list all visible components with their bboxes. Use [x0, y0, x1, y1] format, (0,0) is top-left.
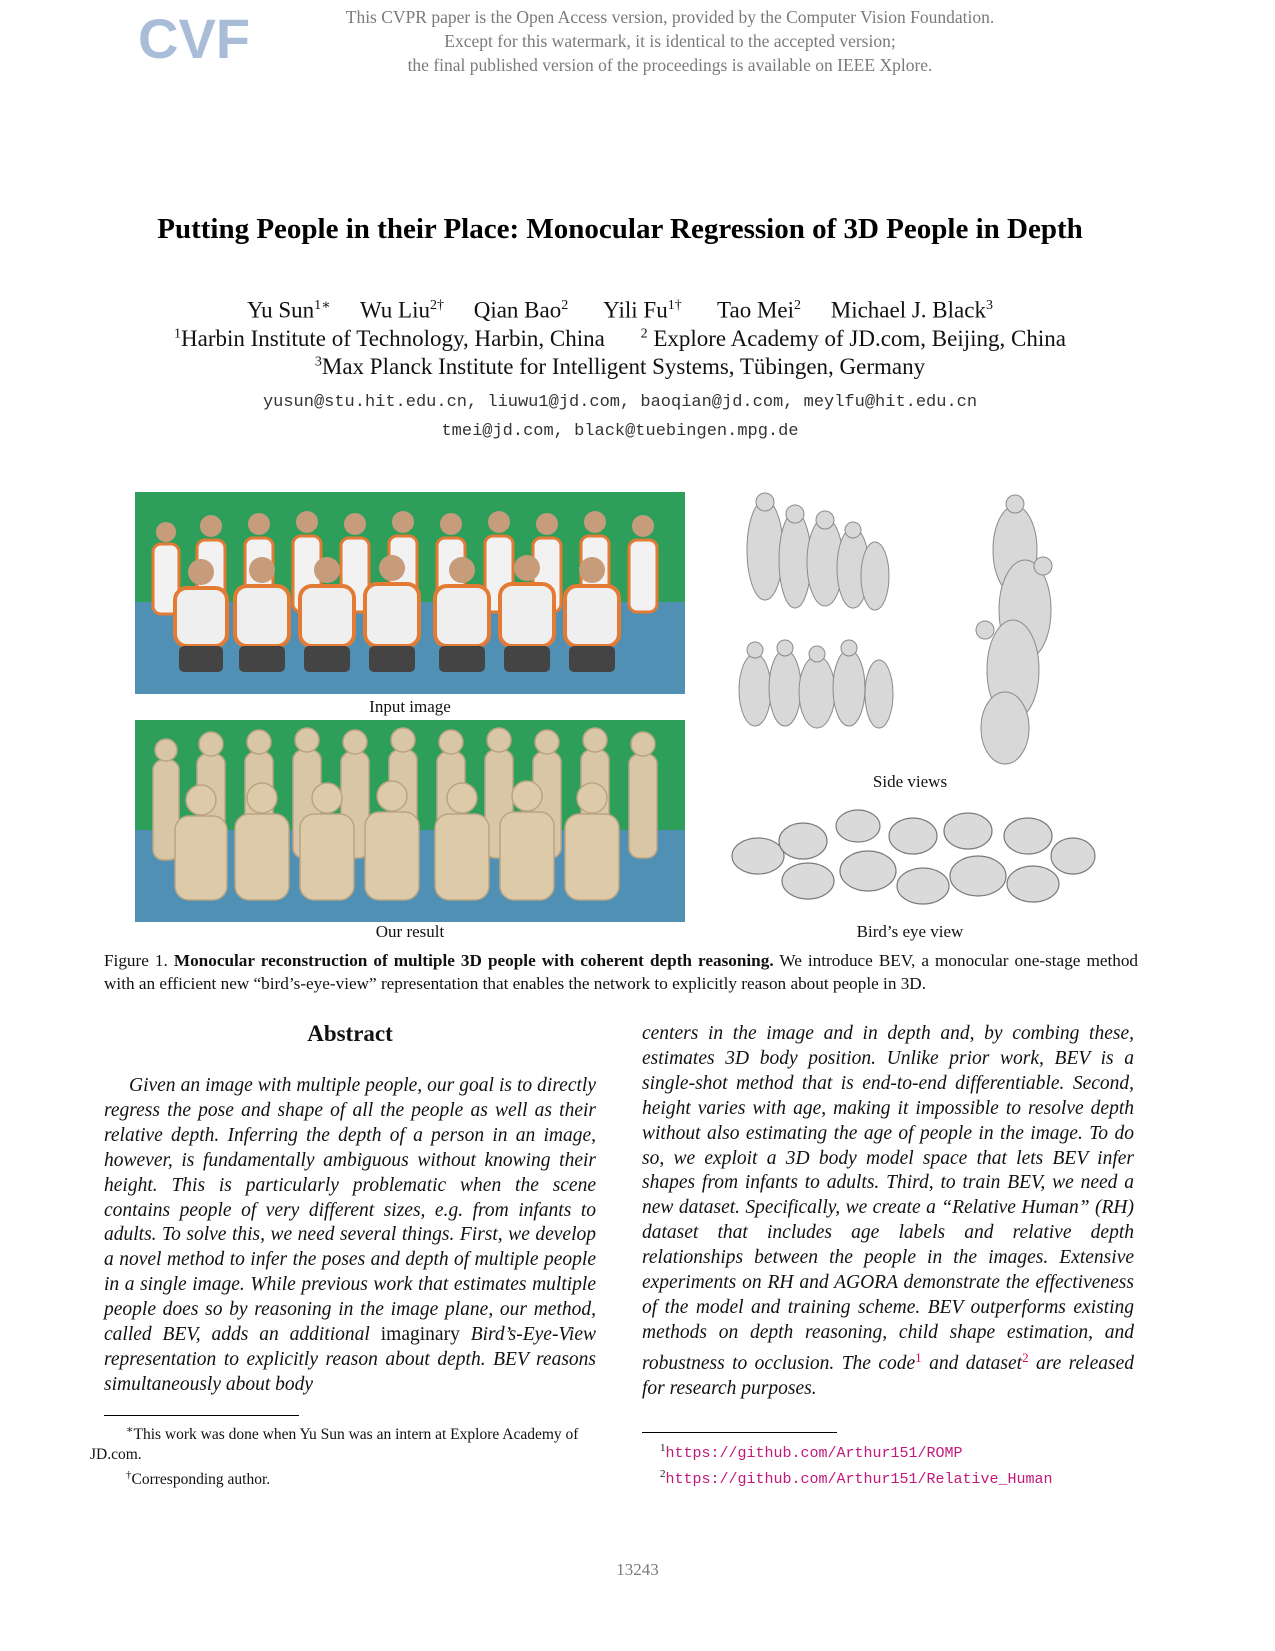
abstract-text: centers in the image and in depth and, by combing these, estimates 3D body position. Unlike prior work, BEV is a single-shot method that is end-to-end differentiable. Second, height varies with age, making it impossible to resolve depth without also estimating the age of people in the image. To do so, we exploit a 3D body model space that lets BEV infer shapes from infants to adults. Third, to train BEV, we need a new dataset. Specifically, we create a “Relative Human” (RH) dataset that includes age labels and relative depth relationships between the people in the images. Extensive experiments on RH and AGORA demonstrate the effectiveness of the model and training scheme. BEV outperforms existing methods on depth reasoning, child shape estimation, and robustness to occlusion. The code — [642, 1023, 1134, 1374]
footnote-text: Corresponding author. — [131, 1471, 271, 1488]
birds-eye-view-caption: Bird’s eye view — [856, 922, 964, 941]
cvf-logo-text: CVF — [138, 7, 250, 70]
side-view-right — [976, 495, 1052, 764]
footnote — [660, 1464, 1180, 1490]
author-name: Michael J. Black — [830, 297, 986, 323]
affiliation-line — [60, 326, 1180, 352]
figure-caption — [104, 949, 1138, 995]
page-number: 13243 — [616, 1560, 659, 1579]
figure-caption-label: Figure 1. — [104, 951, 174, 970]
footnote — [90, 1420, 596, 1465]
abstract-text: Bird’s-Eye-View representation to explicitly reason about depth. BEV reasons simultaneously about body — [104, 1324, 596, 1395]
affiliation-text: Max Planck Institute for Intelligent Systems, Tübingen, Germany — [321, 354, 926, 379]
affiliation-number: 1 — [174, 326, 182, 342]
author-emails: tmei@jd.com, black@tuebingen.mpg.de — [441, 422, 799, 441]
affiliation-number: 2 — [640, 326, 648, 342]
abstract-right-column — [642, 1022, 1134, 1402]
footnote-mark: † — [126, 1469, 132, 1481]
side-views-image — [725, 490, 1125, 770]
footnote-ref-2[interactable]: 2 — [1022, 1349, 1029, 1365]
author-list — [60, 297, 1180, 324]
footnote-mark: 2 — [660, 1468, 666, 1480]
footnote-mark: ∗ — [126, 1424, 134, 1436]
footnotes-right — [660, 1438, 1180, 1490]
author-marks: 2 — [794, 298, 801, 313]
author-marks: 3 — [985, 298, 993, 313]
watermark-line: the final published version of the proceedings is available on IEEE Xplore. — [407, 55, 933, 75]
relative-human-repo-link[interactable]: https://github.com/Arthur151/Relative_Human — [665, 1471, 1053, 1488]
birds-eye-view-image — [728, 796, 1103, 916]
romp-repo-link[interactable]: https://github.com/Arthur151/ROMP — [665, 1445, 963, 1462]
paper-title: Putting People in their Place: Monocular Regression of 3D People in Depth — [157, 213, 1083, 245]
author-name: Yu Sun — [247, 297, 315, 323]
footnote-mark: 1 — [660, 1442, 666, 1454]
footnote — [90, 1465, 596, 1490]
result-image — [135, 720, 685, 922]
watermark-line: This CVPR paper is the Open Access version, provided by the Computer Vision Foundation. — [345, 7, 995, 27]
abstract-left-column — [104, 1074, 596, 1398]
affiliation-line — [60, 354, 1180, 380]
footnote-divider — [104, 1415, 299, 1416]
input-image — [135, 492, 685, 694]
author-name: Wu Liu — [359, 297, 430, 323]
abstract-heading: Abstract — [307, 1021, 393, 1046]
cvf-logo — [138, 7, 250, 74]
side-view-bottom-left — [739, 640, 893, 728]
author-marks: 1∗ — [314, 298, 331, 313]
abstract-text: are released for research purposes. — [642, 1352, 1134, 1399]
author-name: Tao Mei — [717, 297, 794, 323]
affiliation-number: 3 — [314, 354, 322, 370]
watermark-notice — [250, 5, 1090, 77]
abstract-text: and dataset — [921, 1352, 1023, 1374]
author-name: Yili Fu — [603, 297, 668, 323]
author-name: Qian Bao — [473, 297, 562, 323]
watermark-line: Except for this watermark, it is identical to the accepted version; — [444, 31, 896, 51]
abstract-upright-word: imaginary — [380, 1324, 460, 1346]
footnote-text: This work was done when Yu Sun was an intern at Explore Academy of JD.com. — [90, 1426, 579, 1463]
footnote — [660, 1438, 1180, 1464]
abstract-text: Given an image with multiple people, our goal is to directly regress the pose and shape of all the people as well as their relative depth. Inferring the depth of a person in an image, however, is fundamentally ambiguous without knowing their height. This is particularly problematic when the scene contains people of very different sizes, e.g. from infants to adults. To solve this, we need several things. First, we develop a novel method to infer the poses and depth of multiple people in a single image. While previous work that estimates multiple people does so by reasoning in the image plane, our method, called BEV, adds an additional — [104, 1075, 596, 1346]
author-emails: yusun@stu.hit.edu.cn, liuwu1@jd.com, baoqian@jd.com, meylfu@hit.edu.cn — [262, 393, 978, 412]
result-image-caption: Our result — [375, 922, 445, 941]
footnote-divider — [642, 1432, 837, 1433]
author-marks: 2† — [429, 298, 444, 313]
side-views-caption: Side views — [872, 772, 948, 791]
footnote-ref-1[interactable]: 1 — [915, 1349, 922, 1365]
figure-caption-text: We introduce BEV, a monocular one-stage method with an efficient new “bird’s-eye-view” representation that enables the network to explicitly reason about people in 3D. — [104, 951, 1139, 993]
author-marks: 1† — [667, 298, 682, 313]
author-marks: 2 — [561, 298, 569, 313]
affiliation-text: Harbin Institute of Technology, Harbin, China — [181, 326, 605, 351]
affiliation-text: Explore Academy of JD.com, Beijing, China — [647, 326, 1066, 351]
footnotes-left — [90, 1420, 596, 1490]
side-view-top-left — [747, 493, 889, 610]
figure-caption-bold: Monocular reconstruction of multiple 3D people with coherent depth reasoning. — [173, 951, 774, 970]
input-image-caption: Input image — [369, 697, 451, 716]
